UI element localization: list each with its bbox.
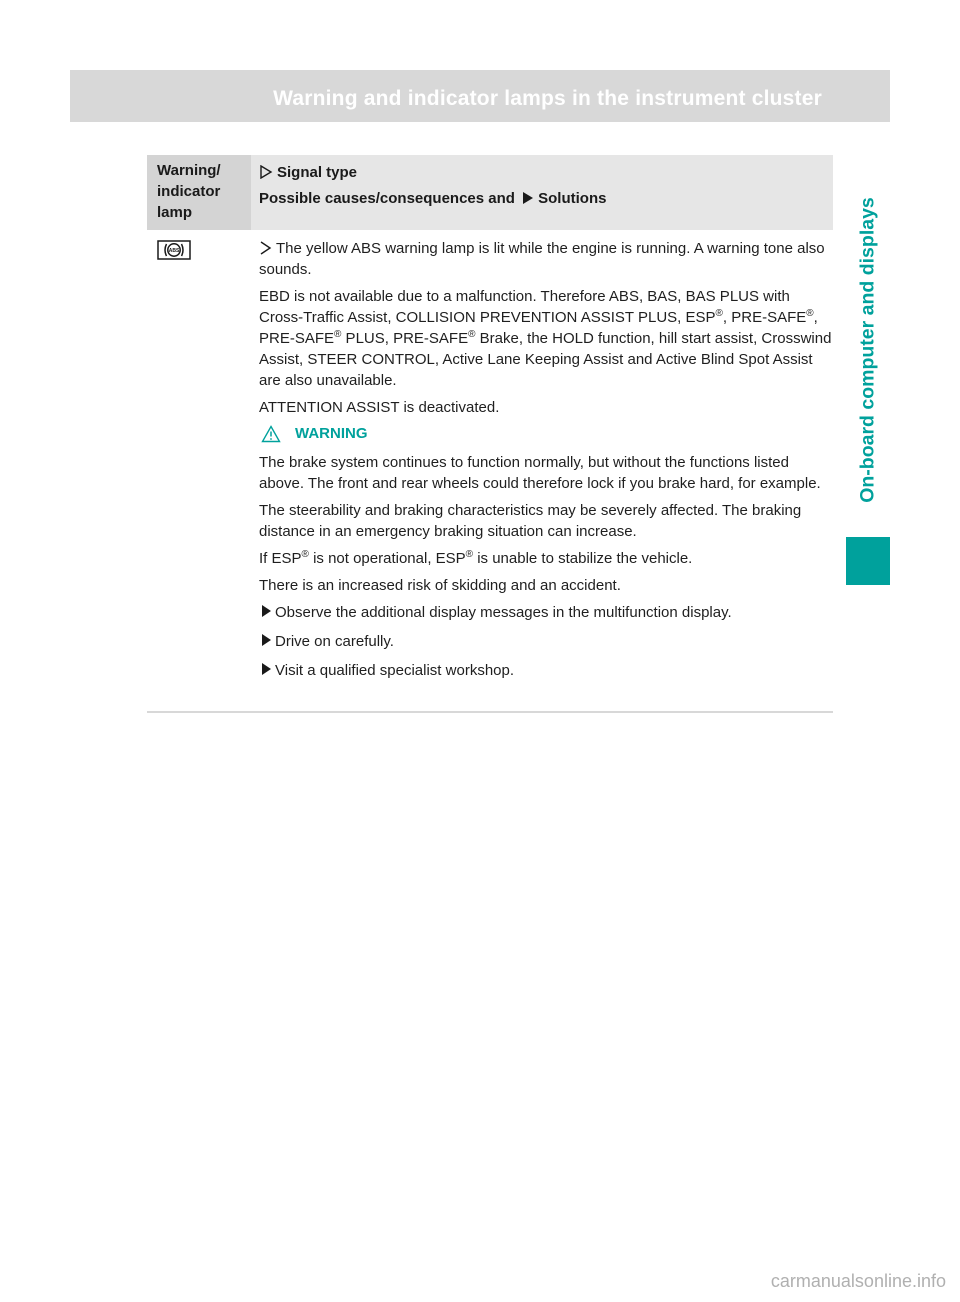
- text-segment: Brake, the HOLD function, hill start assist, Crosswind Assist, STEER CONTROL, Active Lane Keeping Assist and Active Blind Spot Assist are also unavailable.: [259, 330, 832, 389]
- step-text: Observe the additional display messages in the multifunction display.: [275, 604, 732, 621]
- step-arrow-icon: [259, 631, 275, 647]
- svg-text:ABS: ABS: [168, 248, 180, 254]
- page-number: 359: [915, 88, 948, 109]
- warning-paragraph-2: The steerability and braking characteristics may be severely affected. The braking distance in an emergency braking situation can increase.: [259, 502, 802, 540]
- text-segment: , PRE-SAFE: [259, 309, 818, 347]
- registered-mark: ®: [468, 329, 476, 340]
- signal-text: The yellow ABS warning lamp is lit while the engine is running. A warning tone also sounds.: [259, 240, 825, 278]
- signal-description: [259, 238, 834, 280]
- text-segment: is unable to stabilize the vehicle.: [473, 550, 693, 567]
- registered-mark: ®: [806, 308, 814, 319]
- warning-label: WARNING: [295, 425, 368, 442]
- lamp-column-label: Warning/ indicator lamp: [157, 162, 221, 221]
- registered-mark: ®: [715, 308, 723, 319]
- chapter-side-tab: [845, 160, 891, 540]
- step-arrow-icon: [259, 602, 275, 618]
- text-segment: is not operational, ESP: [308, 550, 466, 567]
- row-content: [259, 238, 834, 689]
- warning-triangle-icon: [261, 425, 281, 443]
- table-bottom-rule: [147, 711, 833, 713]
- causes-solutions-header: [259, 189, 606, 209]
- text-segment: If ESP: [259, 550, 302, 567]
- step-arrow-icon: [259, 660, 275, 676]
- lamp-column-header: [147, 155, 251, 230]
- table-header: [147, 155, 833, 230]
- action-step: [259, 602, 834, 623]
- warning-paragraph-3: [259, 548, 834, 569]
- registered-mark: ®: [301, 549, 309, 560]
- action-step: [259, 631, 834, 652]
- page-header: [70, 70, 948, 122]
- chapter-label: On-board computer and displays: [856, 197, 879, 503]
- step-text: Visit a qualified specialist workshop.: [275, 662, 515, 679]
- solution-arrow-icon: [522, 191, 534, 205]
- section-title: Warning and indicator lamps in the instrument cluster: [273, 87, 822, 110]
- watermark: carmanualsonline.info: [770, 1271, 946, 1291]
- signal-chevron-icon: [259, 241, 272, 255]
- registered-mark: ®: [334, 329, 342, 340]
- warning-heading: [259, 424, 834, 444]
- chapter-marker-block: [846, 537, 890, 585]
- signal-type-label: Signal type: [277, 164, 358, 181]
- step-text: Drive on carefully.: [275, 633, 394, 650]
- warning-paragraph-4: There is an increased risk of skidding and an accident.: [259, 577, 621, 594]
- warning-paragraph-1: The brake system continues to function normally, but without the functions listed above. The front and rear wheels could therefore lock if you brake hard, for example.: [259, 454, 821, 492]
- text-segment: , PRE-SAFE: [722, 309, 807, 326]
- action-step: [259, 660, 834, 681]
- signal-chevron-icon: [259, 165, 273, 179]
- text-segment: PLUS, PRE-SAFE: [341, 330, 469, 347]
- signal-type-header: [259, 163, 357, 183]
- registered-mark: ®: [465, 549, 474, 560]
- solutions-label: Solutions: [538, 190, 607, 207]
- abs-warning-lamp-icon: [157, 240, 191, 260]
- attention-assist-paragraph: ATTENTION ASSIST is deactivated.: [259, 399, 500, 416]
- text-segment: EBD is not available due to a malfunction. Therefore ABS, BAS, BAS PLUS with Cross-Traffic Assist, COLLISION PREVENTION ASSIST PLUS, ESP: [259, 288, 790, 326]
- unavailable-systems-paragraph: [259, 286, 834, 391]
- possible-causes-label: Possible causes/consequences and: [259, 190, 515, 207]
